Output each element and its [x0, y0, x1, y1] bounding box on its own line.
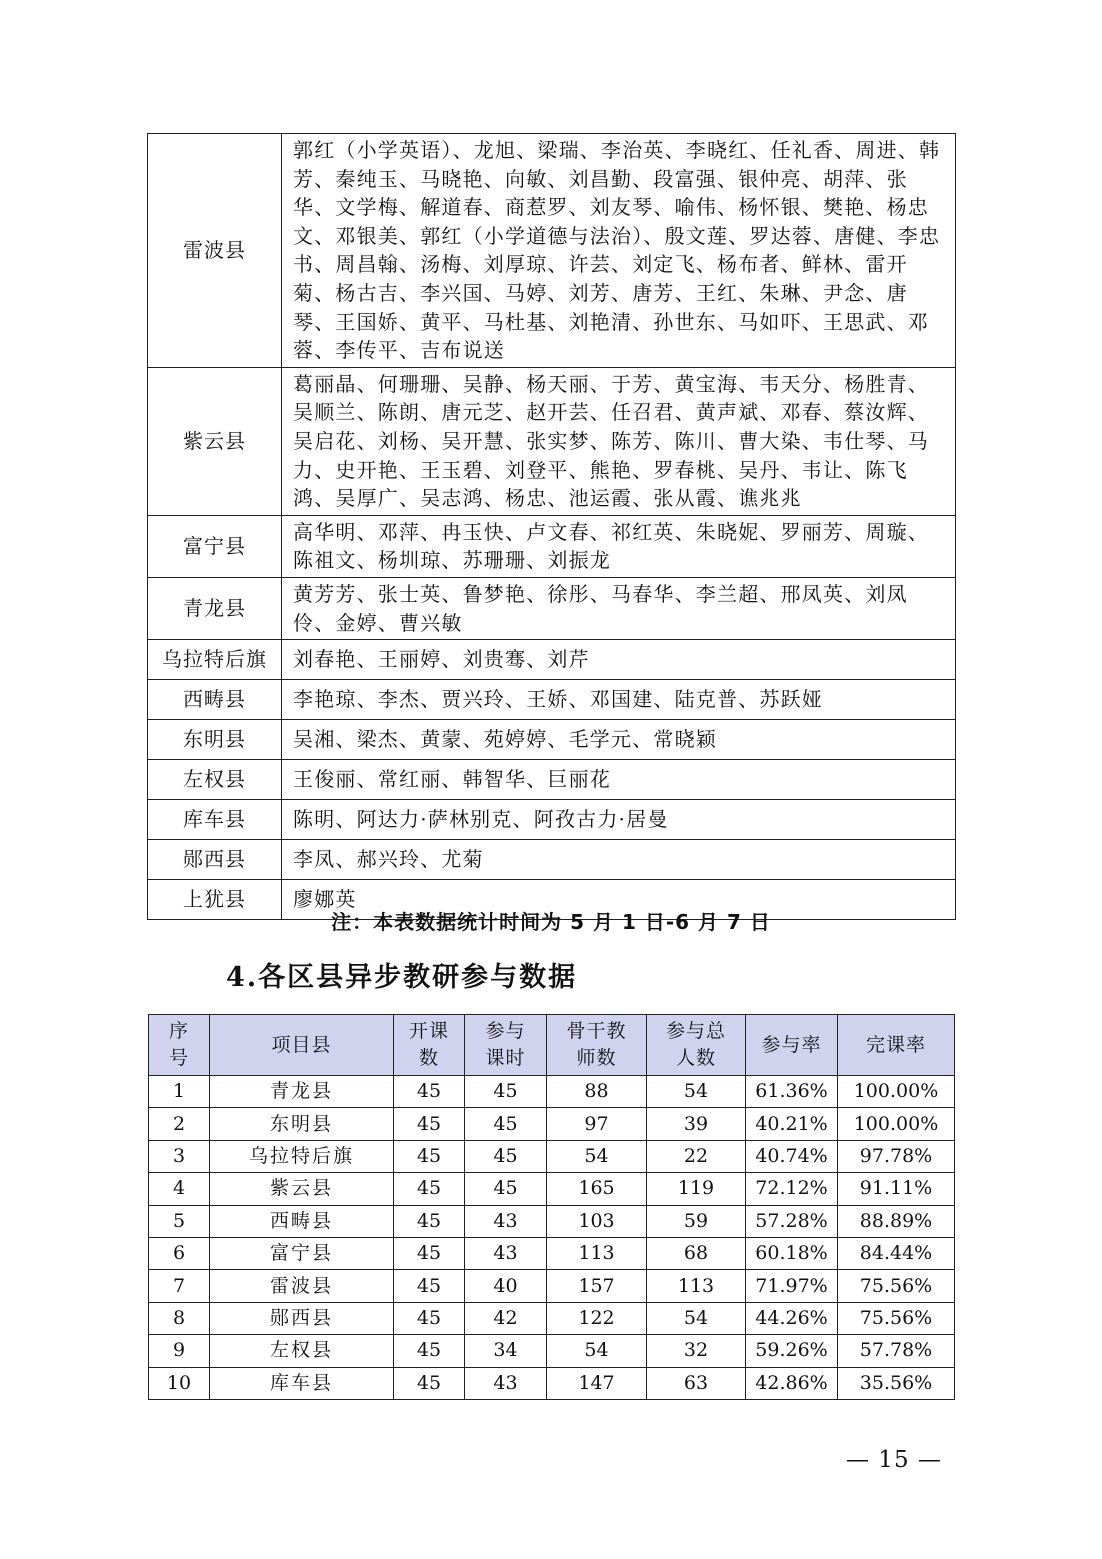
stats-cell: 40.21%	[746, 1108, 838, 1140]
county-name: 上犹县	[148, 880, 282, 920]
participation-stats-table	[148, 1014, 955, 1400]
stats-row	[149, 1173, 955, 1205]
stats-cell: 61.36%	[746, 1076, 838, 1108]
stats-cell: 45	[394, 1140, 465, 1172]
stats-cell: 57.78%	[838, 1335, 955, 1367]
stats-cell: 119	[647, 1173, 746, 1205]
row-index: 2	[149, 1108, 210, 1140]
teacher-names: 高华明、邓萍、冉玉快、卢文春、祁红英、朱晓妮、罗丽芳、周璇、陈祖文、杨圳琼、苏珊珊、刘振龙	[282, 515, 956, 577]
stats-cell: 40.74%	[746, 1140, 838, 1172]
stats-cell: 91.11%	[838, 1173, 955, 1205]
stats-cell: 75.56%	[838, 1302, 955, 1334]
stats-cell: 45	[465, 1173, 547, 1205]
stats-cell: 97	[547, 1108, 647, 1140]
stats-cell: 157	[547, 1270, 647, 1302]
stats-cell: 100.00%	[838, 1076, 955, 1108]
stats-cell: 113	[647, 1270, 746, 1302]
county-name: 库车县	[148, 800, 282, 840]
county-cell: 西畴县	[210, 1205, 394, 1237]
stats-cell: 32	[647, 1335, 746, 1367]
stats-cell: 122	[547, 1302, 647, 1334]
row-index: 9	[149, 1335, 210, 1367]
stats-row	[149, 1335, 955, 1367]
stats-cell: 45	[465, 1140, 547, 1172]
stats-cell: 54	[547, 1140, 647, 1172]
column-header-line: 序	[168, 1020, 189, 1042]
county-cell: 紫云县	[210, 1173, 394, 1205]
stats-cell: 42	[465, 1302, 547, 1334]
teacher-list-row	[148, 577, 956, 639]
teacher-names: 陈明、阿达力·萨林别克、阿孜古力·居曼	[282, 800, 956, 840]
column-header-line: 人数	[675, 1047, 716, 1069]
column-header	[746, 1015, 838, 1076]
row-index: 1	[149, 1076, 210, 1108]
stats-cell: 45	[465, 1076, 547, 1108]
teacher-list-row	[148, 840, 956, 880]
row-index: 3	[149, 1140, 210, 1172]
teacher-list-row	[148, 720, 956, 760]
stats-cell: 100.00%	[838, 1108, 955, 1140]
stats-cell: 71.97%	[746, 1270, 838, 1302]
stats-cell: 88	[547, 1076, 647, 1108]
stats-cell: 54	[647, 1076, 746, 1108]
stats-cell: 43	[465, 1237, 547, 1269]
row-index: 6	[149, 1237, 210, 1269]
stats-cell: 42.86%	[746, 1367, 838, 1399]
stats-cell: 84.44%	[838, 1237, 955, 1269]
stats-cell: 45	[394, 1270, 465, 1302]
stats-table-body	[149, 1076, 955, 1400]
teacher-names: 李艳琼、李杰、贾兴玲、王娇、邓国建、陆克普、苏跃娅	[282, 680, 956, 720]
teacher-names: 廖娜英	[282, 880, 956, 920]
stats-row	[149, 1108, 955, 1140]
row-index: 8	[149, 1302, 210, 1334]
county-name: 雷波县	[148, 134, 282, 368]
stats-cell: 54	[547, 1335, 647, 1367]
stats-row	[149, 1302, 955, 1334]
column-header-line: 课时	[485, 1047, 526, 1069]
teacher-list-row	[148, 760, 956, 800]
stats-cell: 45	[394, 1237, 465, 1269]
stats-cell: 45	[394, 1367, 465, 1399]
stats-cell: 22	[647, 1140, 746, 1172]
page-number: — 15 —	[846, 1447, 942, 1473]
county-cell: 富宁县	[210, 1237, 394, 1269]
column-header-line: 开课	[408, 1020, 449, 1042]
stats-cell: 72.12%	[746, 1173, 838, 1205]
stats-row	[149, 1076, 955, 1108]
column-header-line: 号	[168, 1047, 189, 1069]
teacher-names-body	[148, 134, 956, 920]
teacher-names: 李凤、郝兴玲、尤菊	[282, 840, 956, 880]
teacher-names: 黄芳芳、张士英、鲁梦艳、徐彤、马春华、李兰超、邢凤英、刘凤伶、金婷、曹兴敏	[282, 577, 956, 639]
stats-cell: 97.78%	[838, 1140, 955, 1172]
column-header-line: 参与	[485, 1020, 526, 1042]
teacher-list-row	[148, 680, 956, 720]
column-header-line: 项目县	[271, 1033, 332, 1056]
teacher-list-row	[148, 134, 956, 368]
column-header-line: 数	[418, 1047, 439, 1069]
county-cell: 雷波县	[210, 1270, 394, 1302]
stats-cell: 165	[547, 1173, 647, 1205]
teacher-names: 刘春艳、王丽婷、刘贵骞、刘芹	[282, 640, 956, 680]
row-index: 10	[149, 1367, 210, 1399]
stats-cell: 113	[547, 1237, 647, 1269]
stats-cell: 60.18%	[746, 1237, 838, 1269]
stats-cell: 103	[547, 1205, 647, 1237]
column-header-line: 师数	[576, 1047, 617, 1069]
county-cell: 青龙县	[210, 1076, 394, 1108]
county-name: 左权县	[148, 760, 282, 800]
county-name: 乌拉特后旗	[148, 640, 282, 680]
stats-cell: 45	[394, 1335, 465, 1367]
stats-cell: 35.56%	[838, 1367, 955, 1399]
stats-cell: 63	[647, 1367, 746, 1399]
stats-cell: 40	[465, 1270, 547, 1302]
stats-cell: 59	[647, 1205, 746, 1237]
stats-cell: 45	[465, 1108, 547, 1140]
county-name: 紫云县	[148, 367, 282, 515]
stats-row	[149, 1140, 955, 1172]
county-name: 东明县	[148, 720, 282, 760]
stats-cell: 59.26%	[746, 1335, 838, 1367]
stats-cell: 75.56%	[838, 1270, 955, 1302]
stats-cell: 39	[647, 1108, 746, 1140]
stats-cell: 147	[547, 1367, 647, 1399]
stats-row	[149, 1237, 955, 1269]
column-header	[838, 1015, 955, 1076]
stats-cell: 43	[465, 1205, 547, 1237]
stats-cell: 45	[394, 1205, 465, 1237]
column-header-line: 参与总	[665, 1020, 726, 1042]
county-cell: 东明县	[210, 1108, 394, 1140]
stats-cell: 45	[394, 1076, 465, 1108]
stats-cell: 45	[394, 1173, 465, 1205]
stats-row	[149, 1270, 955, 1302]
teacher-list-row	[148, 800, 956, 840]
section-title: 4.各区县异步教研参与数据	[226, 962, 578, 993]
row-index: 4	[149, 1173, 210, 1205]
table-note: 注：本表数据统计时间为 5 月 1 日-6 月 7 日	[331, 910, 771, 934]
stats-cell: 45	[394, 1108, 465, 1140]
county-name: 富宁县	[148, 515, 282, 577]
teacher-names-table	[147, 133, 956, 920]
column-header	[149, 1015, 210, 1076]
row-index: 7	[149, 1270, 210, 1302]
county-cell: 左权县	[210, 1335, 394, 1367]
column-header	[394, 1015, 465, 1076]
teacher-names: 王俊丽、常红丽、韩智华、巨丽花	[282, 760, 956, 800]
teacher-list-row	[148, 367, 956, 515]
stats-cell: 34	[465, 1335, 547, 1367]
teacher-list-row	[148, 515, 956, 577]
stats-cell: 43	[465, 1367, 547, 1399]
column-header-line: 骨干教	[566, 1020, 627, 1042]
teacher-names: 吴湘、梁杰、黄蒙、苑婷婷、毛学元、常晓颖	[282, 720, 956, 760]
county-name: 青龙县	[148, 577, 282, 639]
column-header	[210, 1015, 394, 1076]
county-cell: 库车县	[210, 1367, 394, 1399]
stats-cell: 54	[647, 1302, 746, 1334]
stats-cell: 45	[394, 1302, 465, 1334]
county-cell: 郧西县	[210, 1302, 394, 1334]
county-name: 郧西县	[148, 840, 282, 880]
stats-cell: 44.26%	[746, 1302, 838, 1334]
row-index: 5	[149, 1205, 210, 1237]
column-header-line: 参与率	[761, 1033, 822, 1056]
teacher-names: 郭红（小学英语）、龙旭、梁瑞、李治英、李晓红、任礼香、周进、韩芳、秦纯玉、马晓艳、向敏、刘昌勤、段富强、银仲亮、胡萍、张华、文学梅、解道春、商惹罗、刘友琴、喻伟、杨怀银、樊艳、杨忠文、邓银美、郭红（小学道德与法治）、殷文莲、罗达蓉、唐健、李忠书、周昌翰、汤梅、刘厚琼、许芸、刘定飞、杨布者、鲜林、雷开菊、杨古吉、李兴国、马婷、刘芳、唐芳、王红、朱琳、尹念、唐琴、王国娇、黄平、马杜基、刘艳清、孙世东、马如吓、王思武、邓蓉、李传平、吉布说送	[282, 134, 956, 368]
stats-cell: 68	[647, 1237, 746, 1269]
column-header	[465, 1015, 547, 1076]
stats-table-header	[149, 1015, 955, 1076]
column-header-line: 完课率	[865, 1033, 926, 1056]
stats-cell: 57.28%	[746, 1205, 838, 1237]
county-cell: 乌拉特后旗	[210, 1140, 394, 1172]
teacher-list-row	[148, 640, 956, 680]
county-name: 西畴县	[148, 680, 282, 720]
teacher-names: 葛丽晶、何珊珊、吴静、杨天丽、于芳、黄宝海、韦天分、杨胜青、吴顺兰、陈朗、唐元芝、赵开芸、任召君、黄声斌、邓春、蔡汝辉、吴启花、刘杨、吴开慧、张实梦、陈芳、陈川、曹大染、韦仕琴、马力、史开艳、王玉碧、刘登平、熊艳、罗春桃、吴丹、韦让、陈飞鸿、吴厚广、吴志鸿、杨忠、池运霞、张从霞、谯兆兆	[282, 367, 956, 515]
stats-row	[149, 1205, 955, 1237]
stats-cell: 88.89%	[838, 1205, 955, 1237]
column-header	[647, 1015, 746, 1076]
column-header	[547, 1015, 647, 1076]
stats-row	[149, 1367, 955, 1399]
